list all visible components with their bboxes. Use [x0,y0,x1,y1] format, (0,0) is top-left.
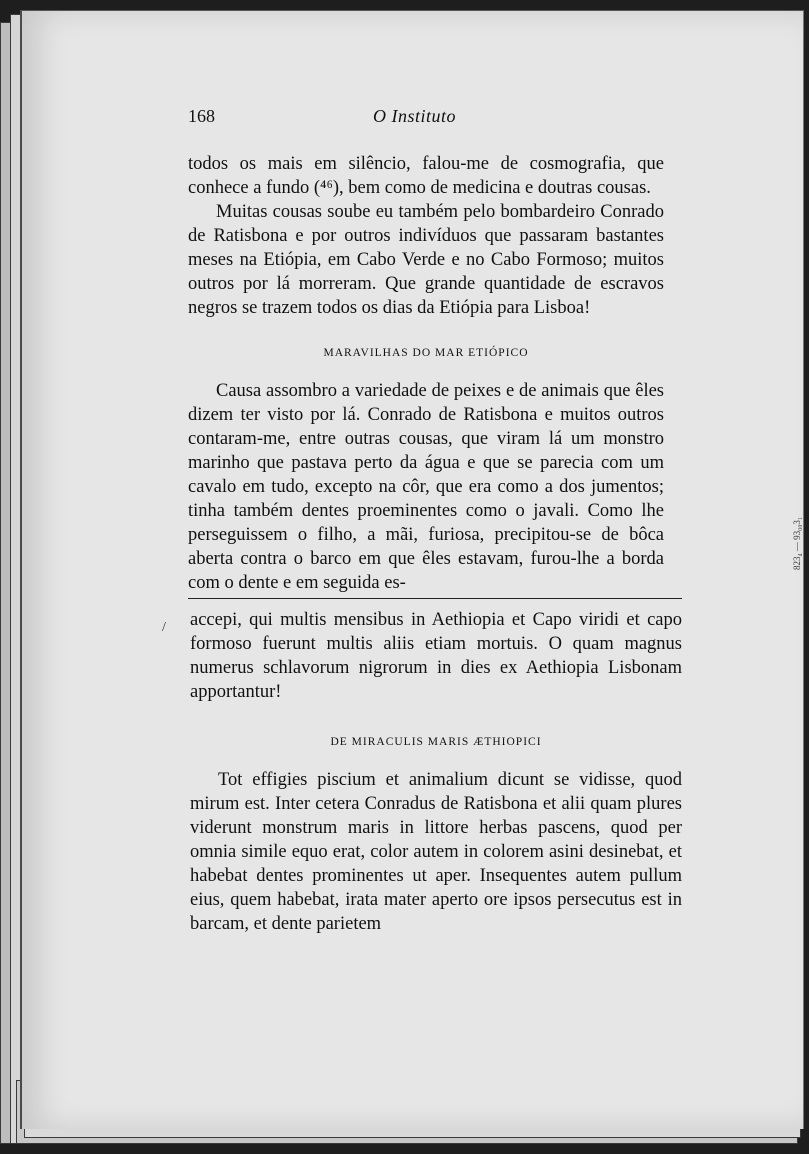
paragraph: Tot effigies piscium et animalium dicunt se vidisse, quod mirum est. Inter cetera Conradus de Ratisbona et alii quam plures viderunt monstrum maris in littore herbas pascens, quod per omnia simile equo erat, color autem in colorem asini desinebat, et habebat dentes prominentes ut aper. Insequentes autem pullum eius, quem habebat, irata mater aperto ore ipsos persecutus est in barcam, et dente parietem [190,770,682,934]
page-header [188,106,668,134]
pencil-mark: / [162,620,166,635]
paragraph-continuation: accepi, qui multis mensibus in Aethiopia et Capo viridi et capo formoso fuerunt multis aliis etiam mortuis. O quam magnus numerus schlavorum nigrorum in dies ex Aethiopia Lisbonam apportantur! [190,610,682,702]
latin-section-text [190,768,682,936]
paragraph: Causa assombro a variedade de peixes e de animais que êles dizem ter visto por lá. Conrado de Ratisbona e muitos outros contaram-me, entre outras cousas, que viram lá um monstro marinho que pastava perto da água e que se parecia com um cavalo em tudo, excepto na côr, que era como a dos jumentos; tinha também dentes proeminentes como o javali. Como lhe perseguissem o filho, a mãi, furiosa, precipitou-se de bôca aberta contra o barco em que êles estavam, furou-lhe a borda com o dente e em seguida es- [188,381,664,593]
section-heading-portuguese: MARAVILHAS DO MAR ETIÓPICO [323,347,529,359]
running-title: O Instituto [373,106,457,126]
paragraph-continuation: todos os mais em silêncio, falou-me de cosmografia, que conhece a fundo (⁴⁶), bem como de medicina e doutras cousas. [188,154,664,198]
latin-text [190,608,682,704]
margin-annotation: 823₄ — 93₀₀3₁ [792,516,802,570]
section-heading-latin: DE MIRACULIS MARIS ÆTHIOPICI [330,736,542,748]
paragraph: Muitas cousas soube eu também pelo bombardeiro Conrado de Ratisbona e por outros indivíduos que passaram bastantes meses na Etiópia, em Cabo Verde e no Cabo Formoso; muitos outros por lá morreram. Que grande quantidade de escravos negros se trazem todos os dias da Etiópia para Lisboa! [188,202,664,318]
portuguese-section-text [188,379,664,595]
page-number: 168 [188,106,215,126]
divider-rule [188,598,682,599]
portuguese-text [188,152,664,320]
